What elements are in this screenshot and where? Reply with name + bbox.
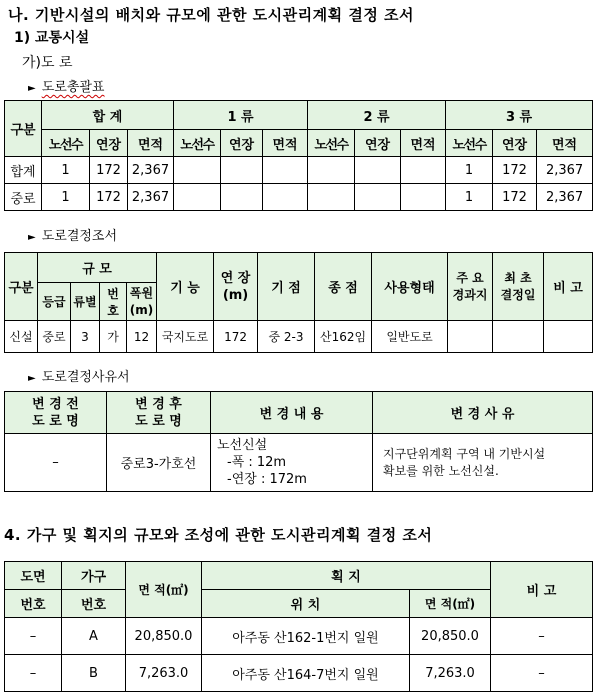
summary-cell: 172 <box>493 157 537 184</box>
summary-cell: 2,367 <box>537 184 593 211</box>
summary-cell: 172 <box>90 157 128 184</box>
reason-header-after <box>107 392 211 434</box>
block-cell: A <box>62 618 126 655</box>
summary-sub-count: 노선수 <box>174 130 221 157</box>
triangle-bullet-icon: ► <box>28 83 36 94</box>
table-row <box>5 618 593 655</box>
decision-header-via-l1: 주 요 <box>456 270 484 285</box>
reason-content-line: -폭 : 12m <box>227 455 287 470</box>
bullet-road-summary-label: 도로총괄표 <box>41 80 105 95</box>
block-cell: 20,850.0 <box>126 618 202 655</box>
summary-sub-length: 연장 <box>493 130 537 157</box>
summary-cell: 172 <box>90 184 128 211</box>
block-cell: – <box>491 618 593 655</box>
summary-cell: 1 <box>446 184 493 211</box>
block-header-note: 비 고 <box>491 562 593 618</box>
road-reason-table <box>4 391 593 492</box>
decision-header-function: 기 능 <box>157 253 214 321</box>
summary-cell: 중로 <box>5 184 42 211</box>
decision-header-first-date <box>493 253 544 321</box>
block-cell: 7,263.0 <box>126 655 202 692</box>
summary-cell <box>401 184 446 211</box>
section-heading-4: 4. 가구 및 획지의 규모와 조성에 관한 도시관리계획 결정 조서 <box>4 526 433 544</box>
reason-header-content: 변 경 내 용 <box>211 392 373 434</box>
reason-header-after-l2: 도 로 명 <box>135 413 182 429</box>
decision-cell <box>493 321 544 353</box>
block-cell: 아주동 산162-1번지 일원 <box>202 618 410 655</box>
summary-sub-area: 면적 <box>401 130 446 157</box>
block-header-gagu-2: 번호 <box>62 590 126 618</box>
road-summary-table <box>4 100 593 211</box>
block-header-lot: 획 지 <box>202 562 491 590</box>
reason-header-before <box>5 392 107 434</box>
summary-cell: 172 <box>493 184 537 211</box>
summary-cell <box>174 157 221 184</box>
summary-sub-count: 노선수 <box>446 130 493 157</box>
summary-sub-area: 면적 <box>537 130 593 157</box>
summary-header-gubun: 구분 <box>5 101 42 157</box>
summary-cell <box>308 157 355 184</box>
decision-cell: 일반도로 <box>372 321 448 353</box>
reason-cell-after: 중로3-가호선 <box>107 434 211 492</box>
bullet-road-decision-label: 도로결정조서 <box>41 229 118 244</box>
decision-header-length <box>214 253 258 321</box>
decision-header-usage: 사용형태 <box>372 253 448 321</box>
reason-cell-before: – <box>5 434 107 492</box>
summary-cell: 1 <box>446 157 493 184</box>
summary-sub-count: 노선수 <box>308 130 355 157</box>
decision-header-start: 기 점 <box>258 253 315 321</box>
summary-cell: 합계 <box>5 157 42 184</box>
block-header-gagu: 가구 <box>62 562 126 590</box>
block-cell: – <box>491 655 593 692</box>
decision-header-via <box>448 253 493 321</box>
decision-header-length-l2: (m) <box>222 287 249 303</box>
road-decision-table <box>4 252 593 353</box>
summary-cell <box>221 157 263 184</box>
bullet-road-summary <box>28 76 105 95</box>
reason-cell-reason <box>373 434 593 492</box>
summary-sub-length: 연장 <box>90 130 128 157</box>
subheading-roads: 가)도 로 <box>22 55 73 71</box>
decision-header-width-l2: (m) <box>129 302 154 317</box>
decision-cell: 가 <box>100 321 127 353</box>
block-cell: 20,850.0 <box>410 618 491 655</box>
decision-cell: 3 <box>71 321 100 353</box>
reason-header-before-l2: 도 로 명 <box>32 413 79 429</box>
summary-sub-area: 면적 <box>128 130 174 157</box>
decision-header-first-l1: 최 초 <box>504 270 532 285</box>
block-header-domyeon-2: 번호 <box>5 590 62 618</box>
summary-cell <box>355 184 401 211</box>
decision-header-grade: 등급 <box>38 283 71 321</box>
bullet-road-reason-label: 도로결정사유서 <box>41 370 130 385</box>
reason-content-line: -연장 : 172m <box>227 472 307 487</box>
decision-cell <box>544 321 593 353</box>
summary-header-class3: 3 류 <box>446 101 593 130</box>
decision-cell: 중로 <box>38 321 71 353</box>
block-cell: – <box>5 655 62 692</box>
decision-header-num: 번호 <box>100 283 127 321</box>
summary-cell: 1 <box>42 184 90 211</box>
triangle-bullet-icon: ► <box>28 373 36 384</box>
decision-header-width <box>127 283 157 321</box>
decision-header-width-l1: 폭원 <box>129 285 154 300</box>
summary-sub-area: 면적 <box>263 130 308 157</box>
subheading-transport: 1) 교통시설 <box>14 30 90 46</box>
block-cell: 아주동 산164-7번지 일원 <box>202 655 410 692</box>
summary-cell <box>263 184 308 211</box>
decision-cell: 중 2-3 <box>258 321 315 353</box>
summary-sub-count: 노선수 <box>42 130 90 157</box>
summary-cell <box>308 184 355 211</box>
summary-header-class2: 2 류 <box>308 101 446 130</box>
decision-cell: 산162임 <box>315 321 372 353</box>
summary-cell <box>221 184 263 211</box>
decision-header-note: 비 고 <box>544 253 593 321</box>
section-heading-na: 나. 기반시설의 배치와 규모에 관한 도시관리계획 결정 조서 <box>8 6 415 24</box>
block-cell: 7,263.0 <box>410 655 491 692</box>
table-row <box>5 157 593 184</box>
summary-cell: 2,367 <box>128 157 174 184</box>
reason-reason-line: 지구단위계획 구역 내 기반시설 <box>383 446 546 461</box>
summary-header-total: 합 계 <box>42 101 174 130</box>
decision-header-length-l1: 연 장 <box>220 270 251 286</box>
block-lot-table <box>4 561 593 692</box>
reason-content-line: 노선신설 <box>217 438 268 453</box>
summary-cell <box>174 184 221 211</box>
summary-cell <box>401 157 446 184</box>
decision-header-type: 류별 <box>71 283 100 321</box>
table-row <box>5 321 593 353</box>
table-row <box>5 655 593 692</box>
table-row <box>5 434 593 492</box>
triangle-bullet-icon: ► <box>28 232 36 243</box>
block-cell: – <box>5 618 62 655</box>
decision-cell <box>448 321 493 353</box>
summary-cell: 2,367 <box>537 157 593 184</box>
summary-sub-length: 연장 <box>355 130 401 157</box>
decision-cell: 신설 <box>5 321 38 353</box>
summary-cell: 2,367 <box>128 184 174 211</box>
bullet-road-decision <box>28 225 117 244</box>
block-header-domyeon: 도면 <box>5 562 62 590</box>
reason-header-before-l1: 변 경 전 <box>32 396 79 412</box>
decision-cell: 172 <box>214 321 258 353</box>
summary-sub-length: 연장 <box>221 130 263 157</box>
summary-header-class1: 1 류 <box>174 101 308 130</box>
table-row <box>5 184 593 211</box>
summary-cell: 1 <box>42 157 90 184</box>
block-cell: B <box>62 655 126 692</box>
bullet-road-reason <box>28 366 130 385</box>
summary-cell <box>355 157 401 184</box>
block-header-area: 면 적(㎡) <box>126 562 202 618</box>
reason-cell-content <box>211 434 373 492</box>
decision-header-scale: 규 모 <box>38 253 157 283</box>
reason-header-after-l1: 변 경 후 <box>135 396 182 412</box>
decision-cell: 12 <box>127 321 157 353</box>
decision-header-first-l2: 결정일 <box>500 287 536 302</box>
decision-header-via-l2: 경과지 <box>452 287 488 302</box>
block-header-location: 위 치 <box>202 590 410 618</box>
decision-header-gubun: 구분 <box>5 253 38 321</box>
reason-header-reason: 변 경 사 유 <box>373 392 593 434</box>
decision-cell: 국지도로 <box>157 321 214 353</box>
summary-cell <box>263 157 308 184</box>
block-header-lot-area: 면 적(㎡) <box>410 590 491 618</box>
reason-reason-line: 확보를 위한 노선신설. <box>383 463 499 478</box>
decision-header-end: 종 점 <box>315 253 372 321</box>
